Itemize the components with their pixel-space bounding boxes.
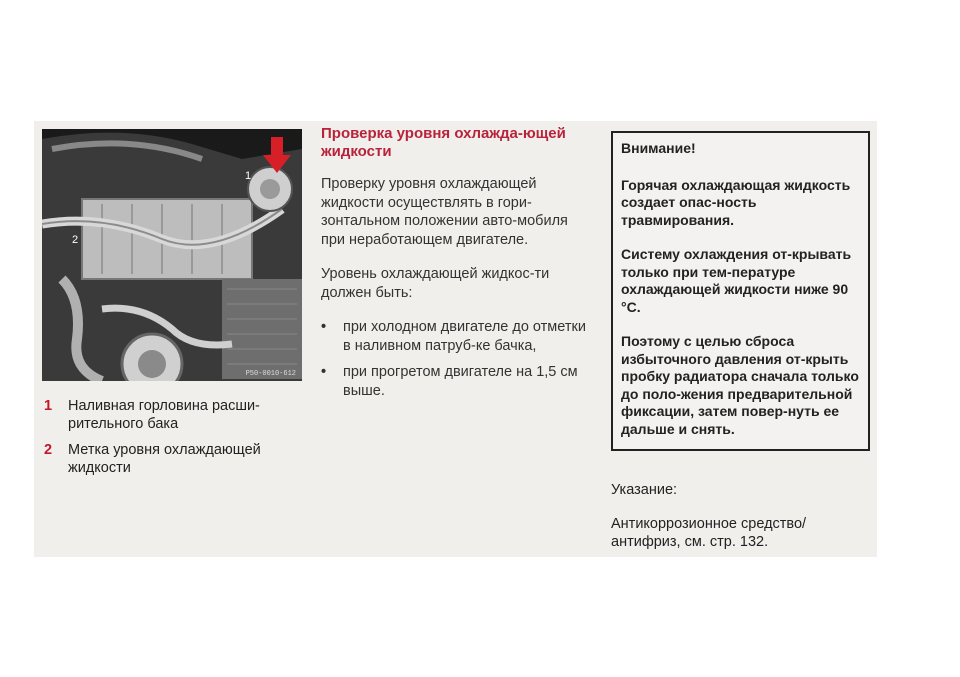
warning-paragraph: Систему охлаждения от-крывать только при тем-пературе охлаждающей жидкости ниже 90 °C. bbox=[621, 246, 852, 315]
engine-photo bbox=[42, 129, 302, 381]
legend-text: Метка уровня охлаждающей жидкости bbox=[68, 442, 261, 476]
warning-title: Внимание! bbox=[621, 140, 696, 156]
section-title: Проверка уровня охлажда-ющей жидкости bbox=[321, 125, 566, 160]
bullet-icon: • bbox=[321, 364, 327, 380]
section-paragraph: Проверку уровня охлаждающей жидкости осуществлять в гори-зонтальном положении авто-мобиля при неработающем двигателе. bbox=[321, 176, 568, 248]
coolant-section bbox=[321, 125, 591, 408]
list-item bbox=[321, 363, 591, 400]
note-text: Антикоррозионное средство/ антифриз, см. стр. 132. bbox=[611, 515, 807, 550]
warning-paragraph: Поэтому с целью сброса избыточного давления от-крыть пробку радиатора сначала только до поло-жения предварительной фиксации, затем повер-нуть ее дальше и снять. bbox=[621, 333, 859, 437]
list-item bbox=[321, 318, 591, 355]
list-item-text: при прогретом двигателе на 1,5 см выше. bbox=[343, 364, 578, 399]
legend-item bbox=[44, 397, 314, 433]
figure-code: P50-0010-612 bbox=[245, 370, 296, 378]
manual-page bbox=[34, 121, 877, 557]
legend-number: 1 bbox=[44, 398, 53, 414]
bullet-icon: • bbox=[321, 319, 327, 335]
callout-1: 1 bbox=[245, 170, 252, 182]
legend-text: Наливная горловина расши-рительного бака bbox=[68, 398, 260, 432]
legend-number: 2 bbox=[44, 442, 53, 458]
note-title: Указание: bbox=[611, 482, 678, 498]
note-block bbox=[611, 481, 871, 552]
section-paragraph: Уровень охлаждающей жидкос-ти должен быть: bbox=[321, 266, 550, 301]
callout-2: 2 bbox=[72, 234, 79, 246]
level-list bbox=[321, 318, 591, 400]
list-item-text: при холодном двигателе до отметки в наливном патруб-ке бачка, bbox=[343, 319, 586, 354]
warning-box bbox=[611, 131, 870, 451]
figure-legend bbox=[44, 397, 314, 485]
legend-item bbox=[44, 441, 314, 477]
warning-paragraph: Горячая охлаждающая жидкость создает опас-ность травмирования. bbox=[621, 176, 851, 228]
